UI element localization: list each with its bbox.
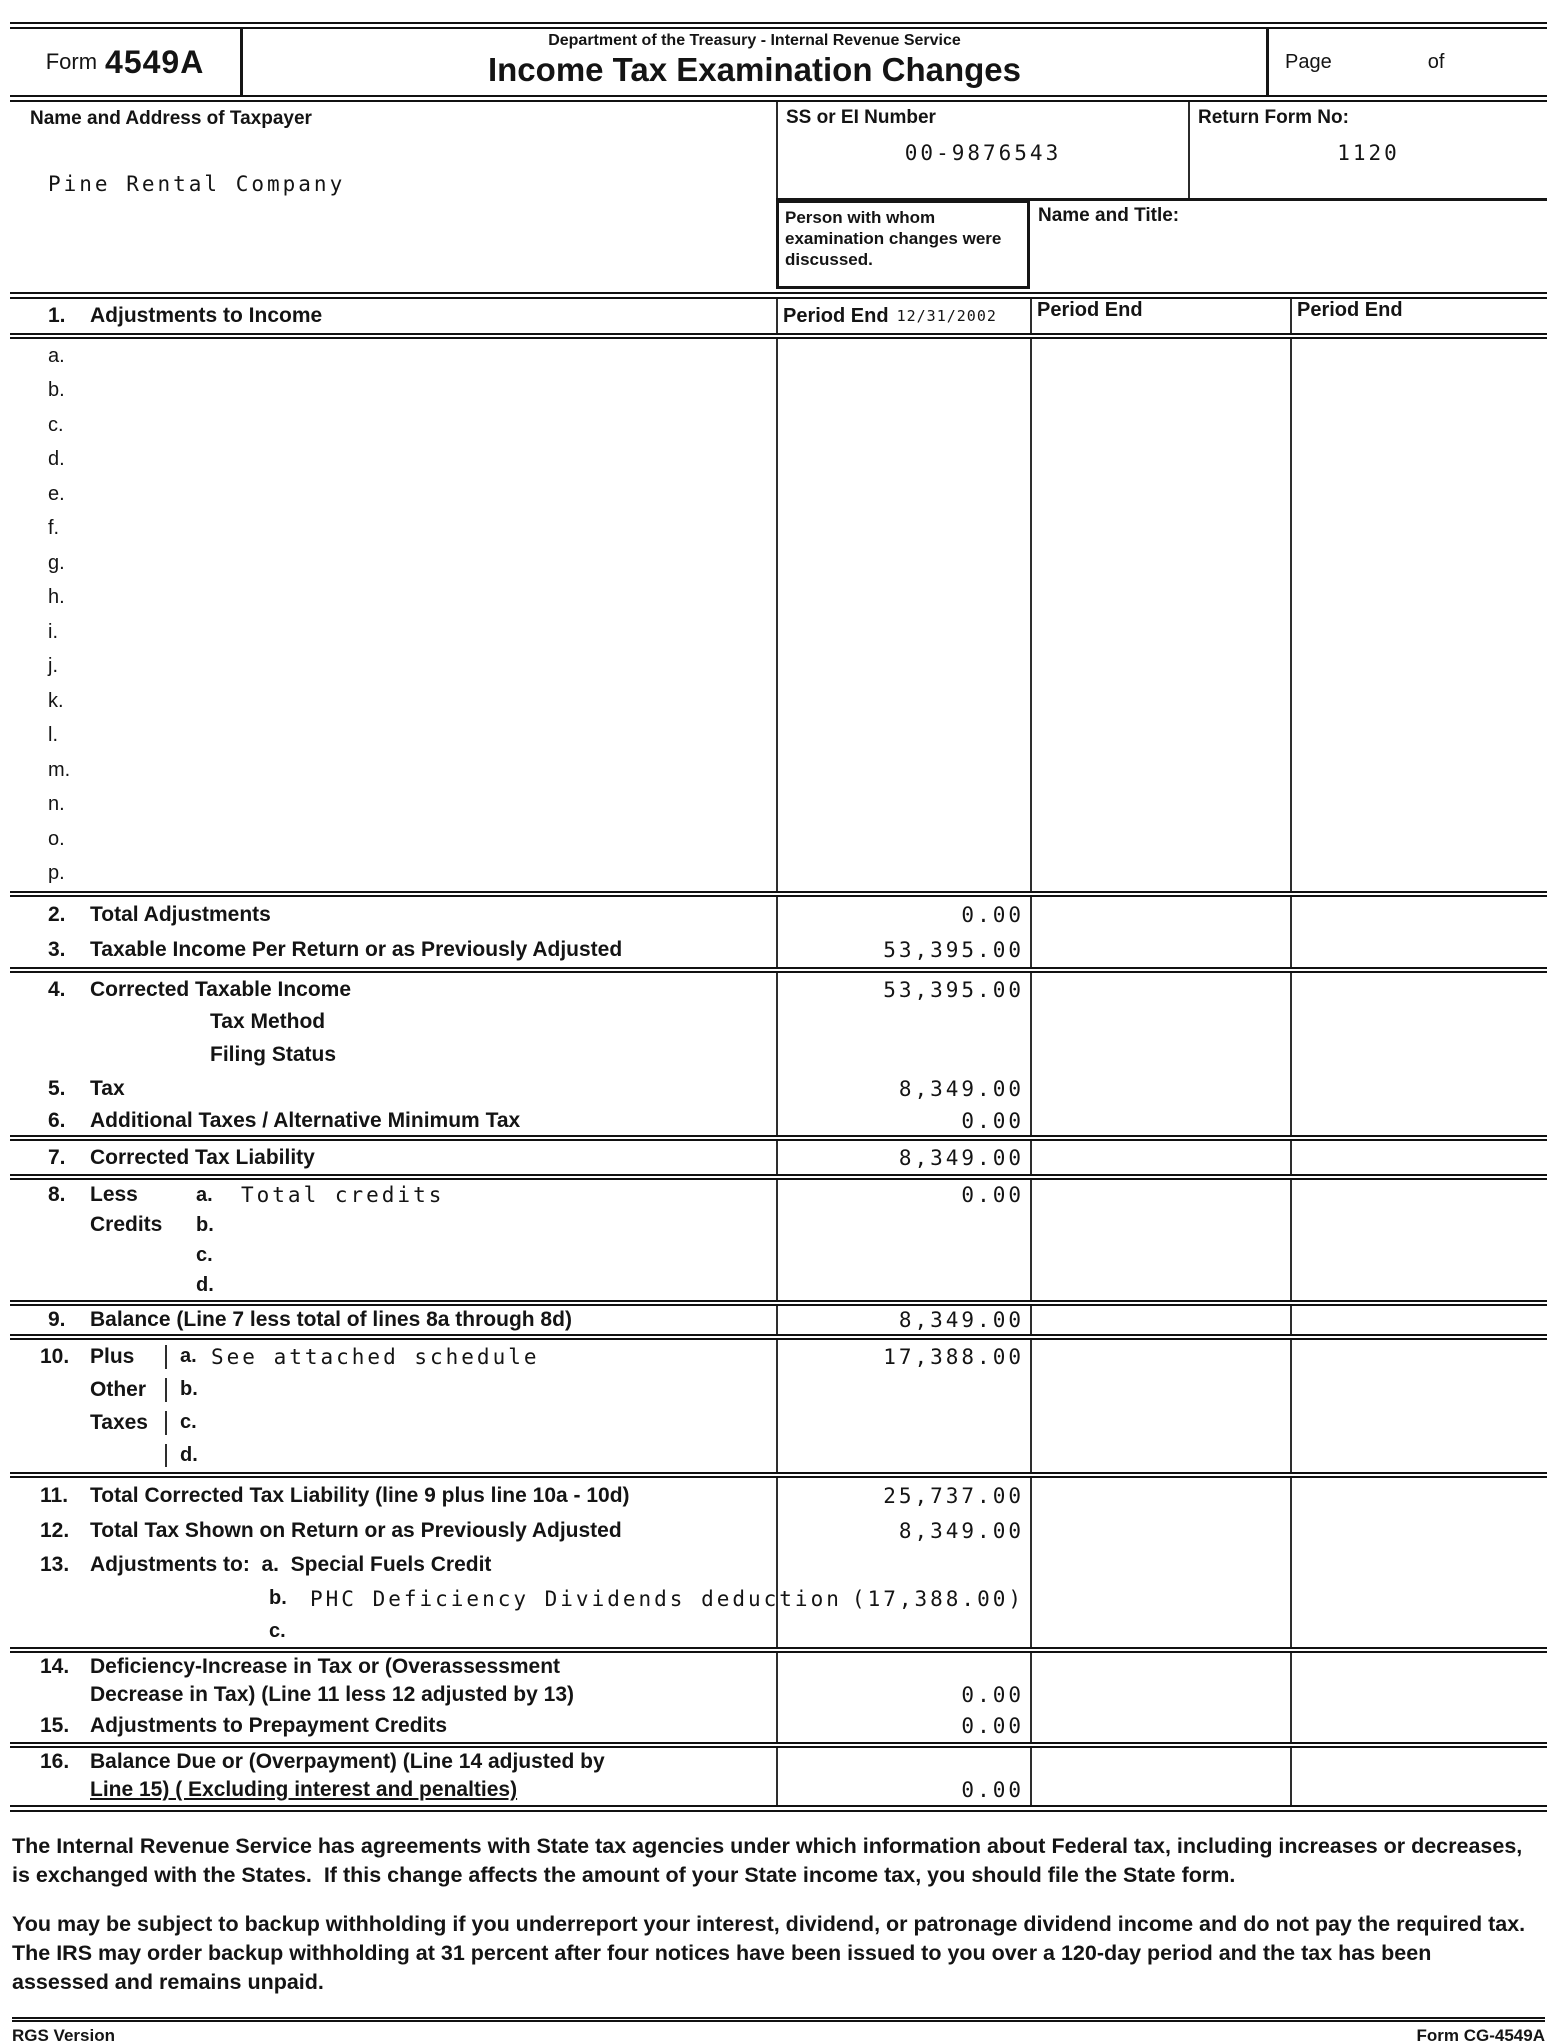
row-line13: 13. Adjustments to: a. Special Fuels Credit bbox=[10, 1548, 1547, 1581]
agency-line: Department of the Treasury - Internal Revenue Service bbox=[548, 32, 961, 49]
name-address-label: Name and Address of Taxpayer bbox=[30, 108, 312, 129]
block-line-16 bbox=[10, 1748, 1547, 1812]
row-line8b: Credits b. bbox=[10, 1210, 1547, 1240]
block-line-9 bbox=[10, 1306, 1547, 1340]
row-line15: 15. Adjustments to Prepayment Credits 0.00 bbox=[10, 1709, 1547, 1742]
line8a-text: Total credits bbox=[241, 1183, 445, 1207]
row-line2: 2. Total Adjustments 0.00 bbox=[10, 897, 1547, 932]
line6-value: 0.00 bbox=[961, 1108, 1024, 1133]
ssn-value: 00-9876543 bbox=[904, 141, 1062, 165]
footer-rule bbox=[12, 2017, 1545, 2022]
line1-num: 1. bbox=[48, 304, 66, 327]
page-box bbox=[1266, 29, 1547, 95]
line3-value: 53,395.00 bbox=[883, 937, 1024, 962]
row-line11: 11. Total Corrected Tax Liability (line 9 plus line 10a - 10d) 25,737.00 bbox=[10, 1478, 1547, 1513]
form-title-box bbox=[243, 29, 1266, 95]
line8a-value: 0.00 bbox=[961, 1183, 1024, 1207]
form-reference-label: Form CG-4549A bbox=[1416, 2026, 1545, 2043]
row-filing-status bbox=[10, 1037, 1547, 1072]
block-line-8 bbox=[10, 1180, 1547, 1306]
adjustment-row-j: j. bbox=[10, 650, 1547, 685]
block-lines-2-3 bbox=[10, 897, 1547, 973]
line9-value: 8,349.00 bbox=[898, 1308, 1024, 1332]
adjustment-row-p: p. bbox=[10, 857, 1547, 892]
row-line16-1: 16. Balance Due or (Overpayment) (Line 14 adjusted by bbox=[10, 1748, 1547, 1775]
row-line12: 12. Total Tax Shown on Return or as Previously Adjusted 8,349.00 bbox=[10, 1513, 1547, 1548]
row-line14-1: 14. Deficiency-Increase in Tax or (Overassessment bbox=[10, 1653, 1547, 1680]
row-line5: 5. Tax 8,349.00 bbox=[10, 1072, 1547, 1106]
row-line13b: b. PHC Deficiency Dividends deduction (17,388.00) bbox=[10, 1581, 1547, 1616]
name-title-cell bbox=[1030, 201, 1547, 289]
page-label: Page bbox=[1285, 50, 1332, 73]
block-lines-4-6 bbox=[10, 973, 1547, 1141]
row-line8d: d. bbox=[10, 1270, 1547, 1300]
period-end-1-date: 12/31/2002 bbox=[896, 307, 997, 325]
block-line-10 bbox=[10, 1340, 1547, 1478]
line1-label: Adjustments to Income bbox=[90, 304, 323, 327]
adjustment-letter-rows bbox=[10, 339, 1547, 897]
taxpayer-name-value: Pine Rental Company bbox=[48, 172, 346, 196]
taxpayer-right bbox=[776, 102, 1547, 292]
block-lines-14-15 bbox=[10, 1653, 1547, 1748]
row-adjustments-header bbox=[10, 292, 1547, 339]
form-number-box bbox=[10, 29, 243, 95]
row-line9: 9. Balance (Line 7 less total of lines 8a through 8d) 8,349.00 bbox=[10, 1306, 1547, 1334]
line13b-value: (17,388.00) bbox=[851, 1586, 1024, 1611]
row-line7: 7. Corrected Tax Liability 8,349.00 bbox=[10, 1141, 1547, 1174]
adjustment-row-l: l. bbox=[10, 719, 1547, 754]
form-number: 4549A bbox=[105, 43, 205, 80]
taxpayer-name-cell bbox=[10, 102, 776, 292]
period-end-2-label: Period End bbox=[1037, 299, 1143, 321]
row-line3: 3. Taxable Income Per Return or as Previously Adjusted 53,395.00 bbox=[10, 932, 1547, 967]
adjustment-row-h: h. bbox=[10, 581, 1547, 616]
line2-value: 0.00 bbox=[961, 902, 1024, 927]
return-form-value: 1120 bbox=[1337, 141, 1400, 165]
adjustment-row-e: e. bbox=[10, 477, 1547, 512]
line13b-text: PHC Deficiency Dividends deduction bbox=[310, 1586, 842, 1611]
row-line10d: d. bbox=[10, 1439, 1547, 1472]
row-line8a: 8. Less a. Total credits 0.00 bbox=[10, 1180, 1547, 1210]
row-line6: 6. Additional Taxes / Alternative Minimum Tax 0.00 bbox=[10, 1106, 1547, 1135]
return-form-label: Return Form No: bbox=[1198, 107, 1349, 128]
return-form-cell bbox=[1188, 102, 1547, 198]
row-tax-method bbox=[10, 1006, 1547, 1037]
line5-value: 8,349.00 bbox=[898, 1077, 1024, 1101]
adjustment-row-m: m. bbox=[10, 753, 1547, 788]
line11-value: 25,737.00 bbox=[883, 1483, 1024, 1508]
taxpayer-section bbox=[10, 102, 1547, 292]
rgs-version-label: RGS Version bbox=[12, 2026, 115, 2043]
line10a-value: 17,388.00 bbox=[883, 1344, 1024, 1369]
adjustment-row-b: b. bbox=[10, 374, 1547, 409]
line7-value: 8,349.00 bbox=[898, 1145, 1024, 1170]
ssn-label: SS or EI Number bbox=[786, 107, 936, 128]
adjustment-row-a: a. bbox=[10, 339, 1547, 374]
line16-value: 0.00 bbox=[961, 1778, 1024, 1802]
person-discussed-box: Person with whom examination changes were discussed. bbox=[776, 201, 1030, 289]
ssn-cell bbox=[776, 102, 1188, 198]
line10a-text: See attached schedule bbox=[211, 1344, 540, 1369]
tax-method-label: Tax Method bbox=[210, 1009, 326, 1033]
adjustment-row-o: o. bbox=[10, 822, 1547, 857]
adjustment-row-g: g. bbox=[10, 546, 1547, 581]
block-line-7 bbox=[10, 1141, 1547, 1180]
row-line14-2: Decrease in Tax) (Line 11 less 12 adjusted by 13) 0.00 bbox=[10, 1680, 1547, 1709]
filing-status-label: Filing Status bbox=[210, 1042, 336, 1066]
adjustment-row-n: n. bbox=[10, 788, 1547, 823]
of-label: of bbox=[1427, 50, 1445, 73]
name-title-label: Name and Title: bbox=[1038, 205, 1180, 226]
line15-value: 0.00 bbox=[961, 1713, 1024, 1738]
backup-withholding-paragraph: You may be subject to backup withholding if you underreport your interest, dividend, or patronage dividend income and do not pay the required tax. The IRS may order backup withholding at 31 percent after four notices have been issued to you over a 120-day period and the tax has been assessed and remains unpaid. bbox=[12, 1912, 1538, 1994]
row-line10c: Taxes c. bbox=[10, 1406, 1547, 1439]
line4-value: 53,395.00 bbox=[883, 977, 1024, 1002]
row-line16-2: Line 15) ( Excluding interest and penalties) 0.00 bbox=[10, 1775, 1547, 1805]
row-line13c: c. bbox=[10, 1616, 1547, 1647]
row-line10b: Other b. bbox=[10, 1373, 1547, 1406]
footer bbox=[12, 1832, 1545, 2043]
adjustment-row-c: c. bbox=[10, 408, 1547, 443]
form-title: Income Tax Examination Changes bbox=[487, 51, 1022, 88]
block-lines-11-13 bbox=[10, 1478, 1547, 1653]
form-header bbox=[10, 22, 1547, 102]
taxes-label: Taxes bbox=[90, 1411, 167, 1435]
plus-label: Plus bbox=[90, 1345, 167, 1369]
row-line8c: c. bbox=[10, 1240, 1547, 1270]
line12-value: 8,349.00 bbox=[898, 1518, 1024, 1543]
period-end-3-label: Period End bbox=[1297, 299, 1403, 321]
period-end-1-label: Period End bbox=[783, 304, 889, 327]
adjustment-row-k: k. bbox=[10, 684, 1547, 719]
other-label: Other bbox=[90, 1378, 167, 1402]
line14-value: 0.00 bbox=[961, 1682, 1024, 1707]
form-word: Form bbox=[45, 49, 98, 74]
state-agencies-paragraph: The Internal Revenue Service has agreements with State tax agencies under which information about Federal tax, including increases or decreases, is exchanged with the States. If this change affects the amount of your State income tax, you should file the State form. bbox=[12, 1834, 1529, 1887]
adjustment-row-d: d. bbox=[10, 443, 1547, 478]
adjustment-row-f: f. bbox=[10, 512, 1547, 547]
credits-label: Credits bbox=[90, 1213, 163, 1236]
row-line10a: 10. Plus a. See attached schedule 17,388.00 bbox=[10, 1340, 1547, 1373]
row-line4: 4. Corrected Taxable Income 53,395.00 bbox=[10, 973, 1547, 1006]
less-label: Less bbox=[90, 1183, 138, 1206]
adjustment-row-i: i. bbox=[10, 615, 1547, 650]
